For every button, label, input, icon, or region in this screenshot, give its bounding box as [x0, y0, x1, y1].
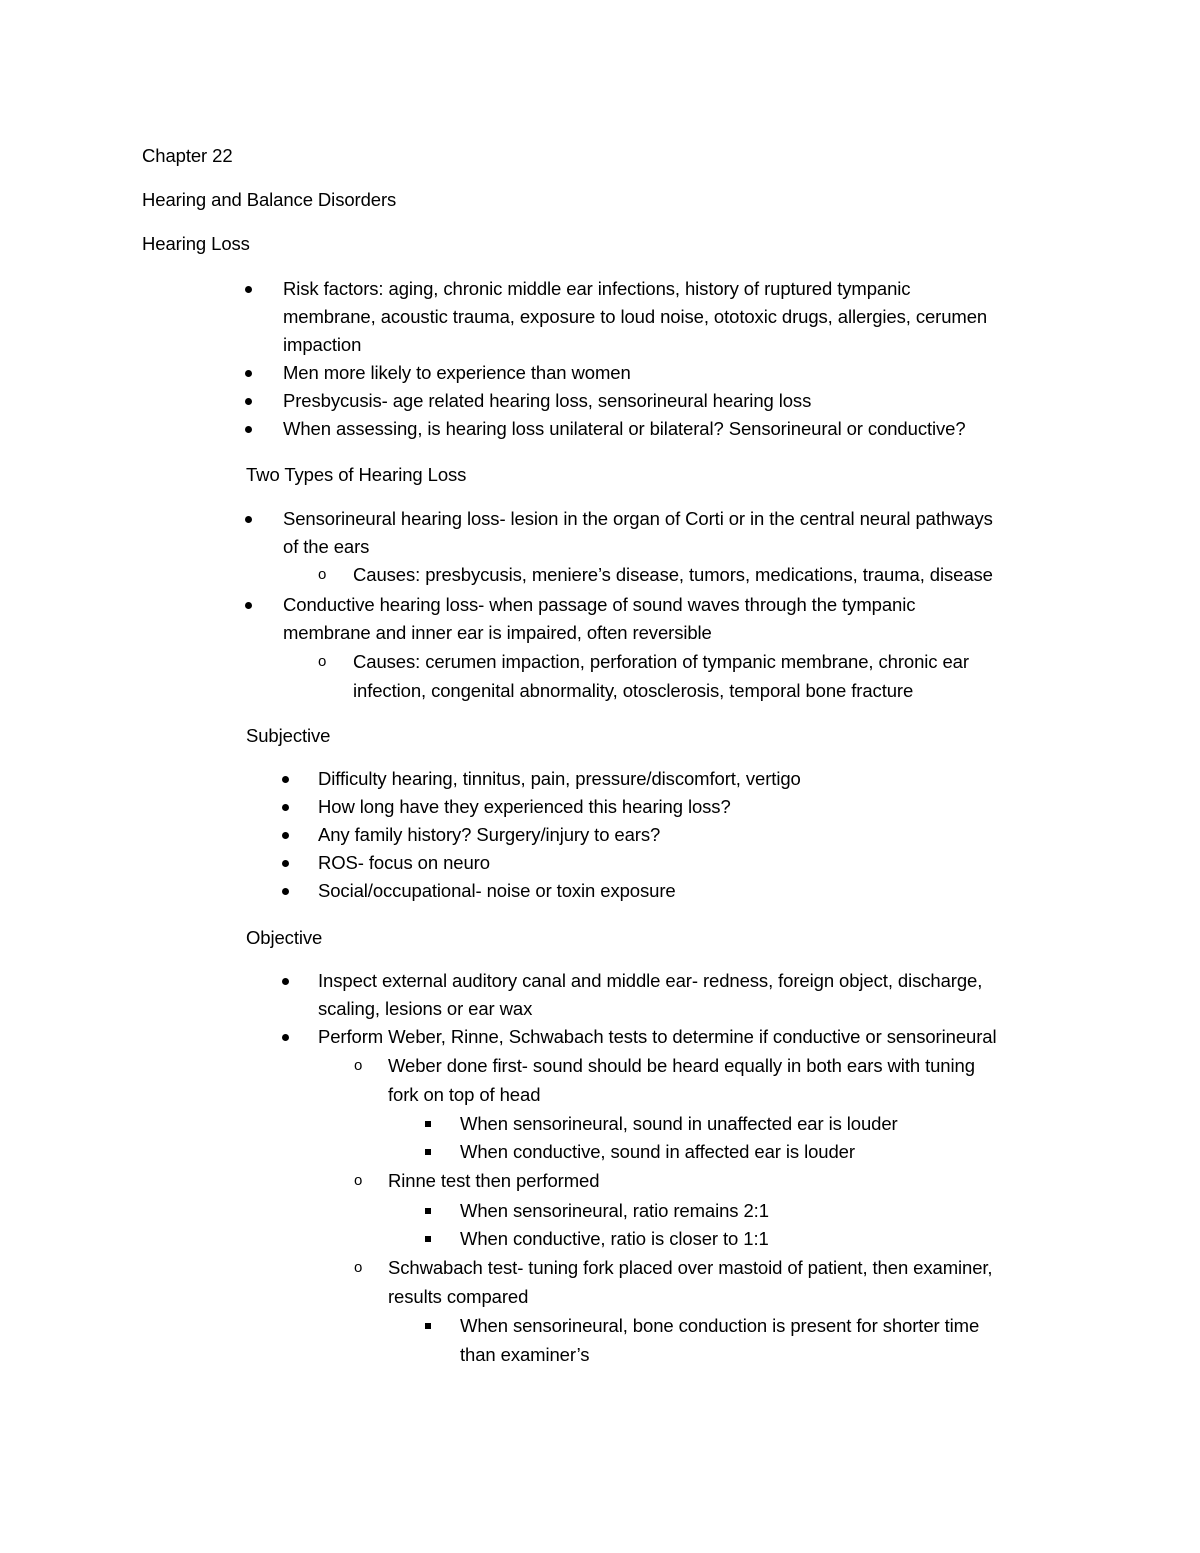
schwabach-sensorineural-line-2: than examiner’s: [460, 1344, 590, 1365]
risk-factors-line-3: impaction: [283, 334, 362, 355]
sensorineural-line-2: of the ears: [283, 536, 370, 557]
perform-tests-item: Perform Weber, Rinne, Schwabach tests to determine if conductive or sensorineural: [318, 1026, 997, 1047]
conductive-causes-line-1: Causes: cerumen impaction, perforation of tympanic membrane, chronic ear: [353, 651, 969, 672]
bullet-icon: [282, 1034, 289, 1041]
bullet-icon: [282, 860, 289, 867]
subjective-item: How long have they experienced this hearing loss?: [318, 796, 731, 817]
bullet-icon: [282, 776, 289, 783]
square-bullet-icon: [425, 1323, 431, 1329]
sub-bullet-icon: o: [354, 1057, 363, 1074]
square-bullet-icon: [425, 1208, 431, 1214]
subjective-item: ROS- focus on neuro: [318, 852, 490, 873]
subjective-item: Social/occupational- noise or toxin exposure: [318, 880, 676, 901]
bullet-icon: [282, 888, 289, 895]
conductive-line-1: Conductive hearing loss- when passage of sound waves through the tympanic: [283, 594, 916, 615]
risk-factors-line-1: Risk factors: aging, chronic middle ear infections, history of ruptured tympanic: [283, 278, 911, 299]
rinne-sensorineural: When sensorineural, ratio remains 2:1: [460, 1200, 769, 1221]
sensorineural-causes: Causes: presbycusis, meniere’s disease, tumors, medications, trauma, disease: [353, 564, 993, 585]
section-heading-hearing-loss: Hearing Loss: [142, 233, 250, 254]
square-bullet-icon: [425, 1121, 431, 1127]
conductive-causes-line-2: infection, congenital abnormality, otosclerosis, temporal bone fracture: [353, 680, 914, 701]
square-bullet-icon: [425, 1149, 431, 1155]
bullet-icon: [282, 804, 289, 811]
section-heading-objective: Objective: [246, 927, 323, 948]
bullet-icon: [245, 602, 252, 609]
sub-bullet-icon: o: [354, 1259, 363, 1276]
risk-factors-line-2: membrane, acoustic trauma, exposure to loud noise, ototoxic drugs, allergies, cerumen: [283, 306, 988, 327]
bullet-icon: [282, 832, 289, 839]
sub-bullet-icon: o: [318, 653, 327, 670]
bullet-icon: [245, 286, 252, 293]
bullet-icon: [245, 426, 252, 433]
section-heading-two-types: Two Types of Hearing Loss: [246, 464, 467, 485]
chapter-label: Chapter 22: [142, 145, 233, 166]
bullet-icon: [245, 398, 252, 405]
weber-line-2: fork on top of head: [388, 1084, 541, 1105]
weber-conductive: When conductive, sound in affected ear is louder: [460, 1141, 855, 1162]
square-bullet-icon: [425, 1236, 431, 1242]
sub-bullet-icon: o: [318, 566, 327, 583]
bullet-icon: [282, 978, 289, 985]
subjective-item: Any family history? Surgery/injury to ears?: [318, 824, 661, 845]
bullet-icon: [245, 516, 252, 523]
subjective-item: Difficulty hearing, tinnitus, pain, pressure/discomfort, vertigo: [318, 768, 801, 789]
rinne-conductive: When conductive, ratio is closer to 1:1: [460, 1228, 769, 1249]
inspect-line-1: Inspect external auditory canal and middle ear- redness, foreign object, discharge,: [318, 970, 983, 991]
schwabach-line-2: results compared: [388, 1286, 529, 1307]
weber-line-1: Weber done first- sound should be heard equally in both ears with tuning: [388, 1055, 975, 1076]
sensorineural-line-1: Sensorineural hearing loss- lesion in the organ of Corti or in the central neural pathways: [283, 508, 993, 529]
bullet-icon: [245, 370, 252, 377]
assessing-item: When assessing, is hearing loss unilateral or bilateral? Sensorineural or conductive?: [283, 418, 966, 439]
rinne-item: Rinne test then performed: [388, 1170, 600, 1191]
sub-bullet-icon: o: [354, 1172, 363, 1189]
men-item: Men more likely to experience than women: [283, 362, 631, 383]
inspect-line-2: scaling, lesions or ear wax: [318, 998, 533, 1019]
presbycusis-item: Presbycusis- age related hearing loss, sensorineural hearing loss: [283, 390, 812, 411]
weber-sensorineural: When sensorineural, sound in unaffected ear is louder: [460, 1113, 898, 1134]
schwabach-sensorineural-line-1: When sensorineural, bone conduction is present for shorter time: [460, 1315, 980, 1336]
document-title: Hearing and Balance Disorders: [142, 189, 397, 210]
section-heading-subjective: Subjective: [246, 725, 331, 746]
schwabach-line-1: Schwabach test- tuning fork placed over mastoid of patient, then examiner,: [388, 1257, 993, 1278]
conductive-line-2: membrane and inner ear is impaired, often reversible: [283, 622, 712, 643]
